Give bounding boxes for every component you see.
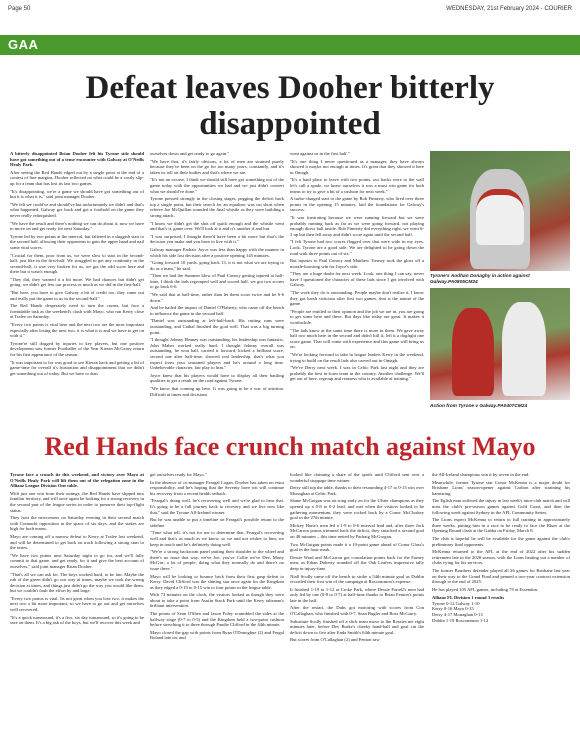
paragraph: "We've Derry next week. I was in Celtic Park last night and they are probably the best in-form team in the country. Another challenge. We'll get out of here, regroup and reassess who is available at training." [290,365,424,382]
paragraph: After the restart, the Dubs got motoring with scores from Con O'Callaghan, who finished with 0-7, Sean Bugler and Ross McGarry. [290,605,424,617]
story1-headline: Defeat leaves Dooher bitterly disappointed [85,70,495,142]
paragraph: "Then we had the Summer blow of Paul Conroy getting injured at half-time, I think the lads regrouped well and scored half, we got two scores to go back 6-6. [150,273,284,290]
paragraph: "I know we didn't get the shot off quick enough and the whistle went and that's it, game over. We'll look at it and it's another if and but. [150,220,284,232]
paragraph: "Crucial for them, poor from us, we were slow to start in the second-half, just like in the first-half. We struggled to get any continuity in the second-half, it was very broken for us, we got the odd score here and there but it wasn't enough. [10,252,144,275]
paragraph: "I felt Tyrone had two scores flagged over that were wide in my eyes. Look, Tyrone are a good side. We are delighted to be going down the road with three points out of six." [290,239,424,256]
paragraph: Tyrone're still dogged by injuries to key players, but one positive development saw former Footballer of the Year Kieran McGeary return for his first appearance of the season. [10,340,144,357]
paragraph: Shane McGuigan was on song early on for the Ulster champions as they opened up a 0-8 to 0-2 lead, and met when the visitors looked to be gathering momentum, they were rocked back by a Conor McCluskey goal in the 27th minute. [290,498,424,521]
results-list [432,601,570,623]
paragraph: The club is hopeful he will be available for the game against the club's preliminary final opponents. [432,535,570,547]
paragraph: "The work they do is outstanding. People maybe don't realise it. I know they got harsh criticism after first two games, that is the nature of the game. [290,290,424,307]
paragraph: "It's not an excuse, I think we should still have got something out of the game today with the opportunities we had and we just didn't convert what we should've done." [150,177,284,194]
paragraph: With just one win from their outings, the Red Hands have slipped into familiar territory, and will once again be looking for a strong recovery in the second part of the league series in order to preserve their top-flight status. [10,490,144,513]
paragraph: Mayo are coming off a narrow defeat to Kerry at Tralee last weekend, and will be determined to get back on track following a strong start to the series. [10,533,144,551]
paragraph: went against us in the first half." [290,151,350,156]
story2-column-4-body [432,472,570,592]
paragraph: looked like claiming a share of the spoils until Clifford sent over a wonderful stoppage time winner. [290,472,424,483]
paragraph: Tyrone face a crunch tie this weekend, and victory over Mayo at O'Neills Healy Park will lift them out of the relegation zone in the Allianz League Division One table. [10,472,144,489]
match-action-photo [430,288,570,400]
paragraph: "We have two points next Saturday night to go for, and we'll fully commit to that game, and get ready, for it and give the best account of ourselves," said joint manager Brian Dooher. [10,552,144,569]
paragraph: "Going forward 10 yards, going back 13, it is not what we are trying to do as a team," he said. [150,260,284,271]
paragraph: Galway manager Padraic Joyce was less than happy with the manner in which his side lost decision after a positive opening 145 minutes. [150,246,284,258]
section-banner [0,35,580,55]
paragraph: "It's a quick turnaround, it's a five, six day turnaround, so it's going to be sore on them. It's a big ask of the boys, but we'll recover this week and [10,614,144,626]
result-line: Dublin 1-19 Roscommon 1-12 [432,617,489,623]
paragraph: It finished 1-19 to 1-12 at Croke Park, where Dessie Farrell's men had only led by one (0-8 to 0-7) at half-time thanks to Brian Fenton's points late in the half. [290,586,424,603]
result-line: Kerry 0-16 Mayo 0-15 [432,606,474,612]
paragraph: get ourselves ready for Mayo." [150,472,207,477]
page-number: Page 50 [8,6,31,12]
paragraph: "The lads know at the same time there is more in them. We gave away half two much here in the second and didn't kill it, left it a dogfight one score game. That will come with experience and this game will bring us on. [290,327,424,350]
story1-column-3 [290,151,424,419]
paragraph: "It's one thing I never questioned as a manager, they have always showed it maybe not enough at times. It's great that they showed it here in Omagh. [290,158,424,175]
paragraph: "We felt we could've and should've but unfortunately we didn't and that's what happened. Galway got back and got a foothold on the game they never really relinquished. [10,201,144,218]
paragraph: McKenna returned to the AFL at the end of 2022 after his sudden retirement late in the 2020 season, with the Lions beating out a number of clubs vying for his services. [432,549,570,566]
results-title: Allianz FL Division 1 round 3 results [432,595,505,601]
paragraph: They host the newcomers on Saturday evening in their second match with Connacht opposition in the space of six days, and the stakes are high for both teams. [10,515,144,532]
paragraph: Two McGuigan points made it a 10-point game ahead of Conor Glass's goal in the hour mark. [290,541,424,553]
paragraph: Tyrone led by two points at the interval, but faltered in a sluggish start to the second half, allowing their opponents to gain the upper hand and nail some vital scores. [10,233,144,250]
photo-caption-bottom: Action from Tyrone v Galway.PA0407CM24 [430,404,528,409]
paragraph: ourselves down and get ready to go again." [150,151,230,156]
story2-column-4 [432,472,570,730]
paragraph: "It was important to for was good to see Kieran back and getting a bit of game-time for overall it's frustration and disappointment that we didn't get something out of today. But we have to dust [10,359,144,376]
paragraph: "But here, you have to give Galway a bit of credit too, they came out and really put the game to us in the second-half." [10,290,144,301]
paragraph: "It's a hard place to leave with two points, our backs were to the wall let's call a spade, we knew ourselves it was a must win game for both teams to try to give a bit of a cushion for next week." [290,177,424,194]
paragraph: Dessie Ward and McCarron got consolation points back for the Farney men, as Ethan Doherty rounded off the Oak Leafers impressive tally deep in injury-time. [290,554,424,571]
story2-column-1 [10,472,144,730]
paragraph: He has played 105 AFL games, including 79 at Essendon. [432,586,539,592]
paragraph: Mayo will be looking to bounce back from their first gasp defeat to Kerry. David Clifford was the shining star once again for the Kingdom as they edged a 0-19 to 0-15 win to four points in the league table. [150,573,284,590]
paragraph: "We know that coming up here. It was going to be a war of attrition. Difficult at times and decisions [150,385,284,397]
player-jersey [476,189,524,245]
section-label: GAA [8,37,39,52]
paragraph: After seeing the Red Hands edged out by a single point at the end of a contest of fine margins, Dooher reflected on what could be a costly slip-up for a team that has lost its last two games. [10,169,144,186]
paragraph: "It was frustrating because we were running forward but we were probably running back as far as we were going forward, not playing enough direct ball inside. Rob Finnerty did everything right, we went 6-3 up but then fell away and didn't score again until the second half. [290,214,424,237]
paragraph: With 73 minutes on the clock, the visitors looked as though they were about to take a point from Austin Stack Park until the Kerry talisman's brilliant intervention. [150,592,284,609]
paragraph: In the absence of co-manager Feargal Logan, Dooher has taken on extra responsibility, and he's hoping that the Seventy have wit will continue his recovery from a recent health setback. [150,479,284,496]
paragraph: A bitterly disappointed Brian Dooher felt his Tyrone side should have got something out of a tense encounter with Galway at O'Neills Healy Park. [10,151,144,168]
player-figure-red [452,308,494,396]
paragraph: "People are entitled to their opinion and the job we are in, you are going to get some here and there. But days like today are great. It makes it worthwhile. [290,308,424,326]
paragraph: Mickey Harte's men led a 1-9 to 0-6 interval lead and, after three Jack McCarron points trimmed back the deficit, they smacked a second goal on 48 minutes – this time netted by Padraig McGrogan. [290,522,424,539]
result-line: Tyrone 0-12 Galway 1-10 [432,600,480,606]
paragraph: "They did, they warned it a bit more. We had chances but didn't get going, we didn't get less our process or much as we did in the first-half. [10,276,144,288]
masthead-bar [8,4,572,16]
paragraph: "I was surprised, I thought there'd have been a bit more but that's the decision you make and you have to live with it." [150,233,284,245]
paragraph: Joyce knew that his players would have to display all their battling qualities to get a result on the road against Tyrone. [150,372,284,384]
paragraph: Derry still top the table, thanks to their resounding 4-17 to 0-13 win over Monaghan at Celtic Park. [290,485,424,496]
paragraph: "Daniel was outstanding at left-half-back. His cutting runs were outstanding, and Cathal finished the goal well. That was a big turning point. [150,318,284,335]
paragraph: But injuries to Paul Conroy and Matthew Tierney took the gloss off a morale-boosting win for Joyce's side. [290,258,424,269]
paragraph: The points of Sean O'Shea and Jason Foley scrambled the sides at the halfway stage (0-7 to 0-5) and the Kingdom held a two-point cushion before stretching it to three through Paudie Clifford in the 44th minute. [150,611,284,628]
tyrone-player-photo [430,151,570,271]
story1-column-2 [150,151,284,419]
paragraph: "We said that at half-time, rather than let them score twice and be 6-6 down." [150,292,284,303]
story2-headline: Red Hands face crunch match against Mayo [44,432,536,461]
paragraph: "Every two points is vital here and the next two are the most important especially after losing the next two, it is what it is and we have to get on with it." [10,322,144,339]
paragraph: The Eglish man suffered the injury in last week's intra-club match and will miss the club's pre-season games against Gold Coast, and then the following week against Sydney in the AFL Community Series. [432,498,570,515]
paragraph: But scores from O'Callaghan (2) and Fenton saw [290,637,380,643]
paragraph: "We're a strong backroom panel putting their shoulder to the wheel and there's no issue that way, we've Joe, you've Collie we've Dee, Marty McGirr, a lot of people, doing what they normally do and there's no issue there." [150,549,284,571]
paragraph: The Lions expect McKenna to return to full training in approximately three weeks, putting him in a race to be ready to face the Blues at the Opening Round clash at the Gabba on Friday, March 8. [432,517,570,534]
paragraph: A turbo-charged start to the game by Rob Finnerty, who fired over three points in the opening 15 minutes, laid the foundations for Galway's success. [290,196,424,213]
paragraph: "It's disappointing, we're a game we should have got something out of but it is what it is," said joint manager Dooher. [10,188,144,200]
paragraph: And he hailed the impact of Daniel O'Flaherty, who came off the bench to influence the game in the second half. [150,305,284,316]
paragraph: "Feargal's doing well, he's recovering well and we're glad to hear that. It's going to be a full journey back to recovery and we live now like that," said the Tyrone All-Ireland winner. [150,498,284,515]
paragraph: "Every two points is vital. Its not great when you lose two, it makes the next two a bit more important, so we have to go out and get ourselves well recovered. [10,595,144,613]
paragraph: The former Bombers defender played all 26 games for Brisbane last year on their way to the Grand Final and penned a two-year contract extension through to the end of 2025. [432,567,570,585]
paragraph: "That's all we can ask for. The boys worked hard, to be fair. Maybe the rub of the green didn't go our way at times, maybe we took the wrong decision at times, and things just didn't go the way you would like them, but we couldn't fault the effort by and large. [10,571,144,594]
paragraph: The Red Hands desperately need to turn the corner, but face a formidable task as the weekend's clash with Mayo, who ran Kerry close at Tralee on Saturday. [10,303,144,320]
paragraph: "They are a huge doubt for next week. Look, one thing I can say, never have I questioned the character of these lads since I got involved with Galway. [290,271,424,288]
paragraph: Niall Scully came off the bench to strike a 54th minute goal as Dublin recorded their first win of the campaign at Roscommon's expense. [290,573,424,585]
paragraph: "We have the result and there's nothing we can do about it, now we have to move on and get ready for next Saturday." [10,220,144,232]
results-box [432,595,570,623]
player-figure-white [502,302,546,396]
story2-column-2 [150,472,284,730]
paragraph: Tyrone pressed strongly in the closing stages, pegging the deficit back top a single point, but their search for an equaliser was cut short when referee Joe McQuillan sounded the final whistle as they were building a strong attack. [150,196,284,218]
paragraph: Mayo closed the gap with points from Ryan O'Donoghue (2) and Fergal Boland late on, and [150,629,284,641]
paragraph: "Time what tell, it's not for me to determine that, Feargal's recovering well and that's as much as we know, so we and not wisher to him, we keep in touch and he's definitely doing well. [150,530,284,547]
paragraph: But he was unable to put a timeline on Feargal's possible return to the sideline. [150,517,284,528]
paragraph: the All-Ireland champions win it by seven in the end. [432,472,530,477]
result-line: Derry 4-17 Monaghan 0-13 [432,612,483,618]
paragraph: "We're looking forward to take in league leaders Kerry in the weekend, trying to build on the result lads also carved out in Omagh. [290,352,424,363]
story1-column-1 [10,151,144,419]
photo-caption-top: Tyrone's Aodhan Donaghy in action against Galway.PA0805CM24 [430,274,530,285]
paragraph: "I thought Johnny Heaney was outstanding, his leadership was fantastic, John Maher worked really hard. I thought Johnny overall was outstanding, he won ball, carried it forward, kicked a brilliant score, second one after half-time, showed real leadership, that's what you expect from your seasoned players and he's around a long time. Unbelievable character, fair play to him." [150,337,284,371]
paragraph: "We have that, it's fairly obvious, a lot of men are strained purely because they've been on the go for too many years, constantly, and it's taken its toll on their bodies and that's where we are. [150,158,284,175]
paragraph: Substitute Scully finished off a slick team move to the Rossies net eight minutes later, before Dev Burke's cheeky hand-ball and goal cut the deficit down to five after Enda Smith's 64th minute goal. [290,618,424,635]
story2-column-3 [290,472,424,730]
date-line: WEDNESDAY, 21st February 2024 - COURIER [446,6,572,12]
paragraph: Meanwhile, former Tyrone star Conor McKenna is a major doubt for Brisbane Lions' season-opener against Carlton after straining his hamstring. [432,479,570,496]
